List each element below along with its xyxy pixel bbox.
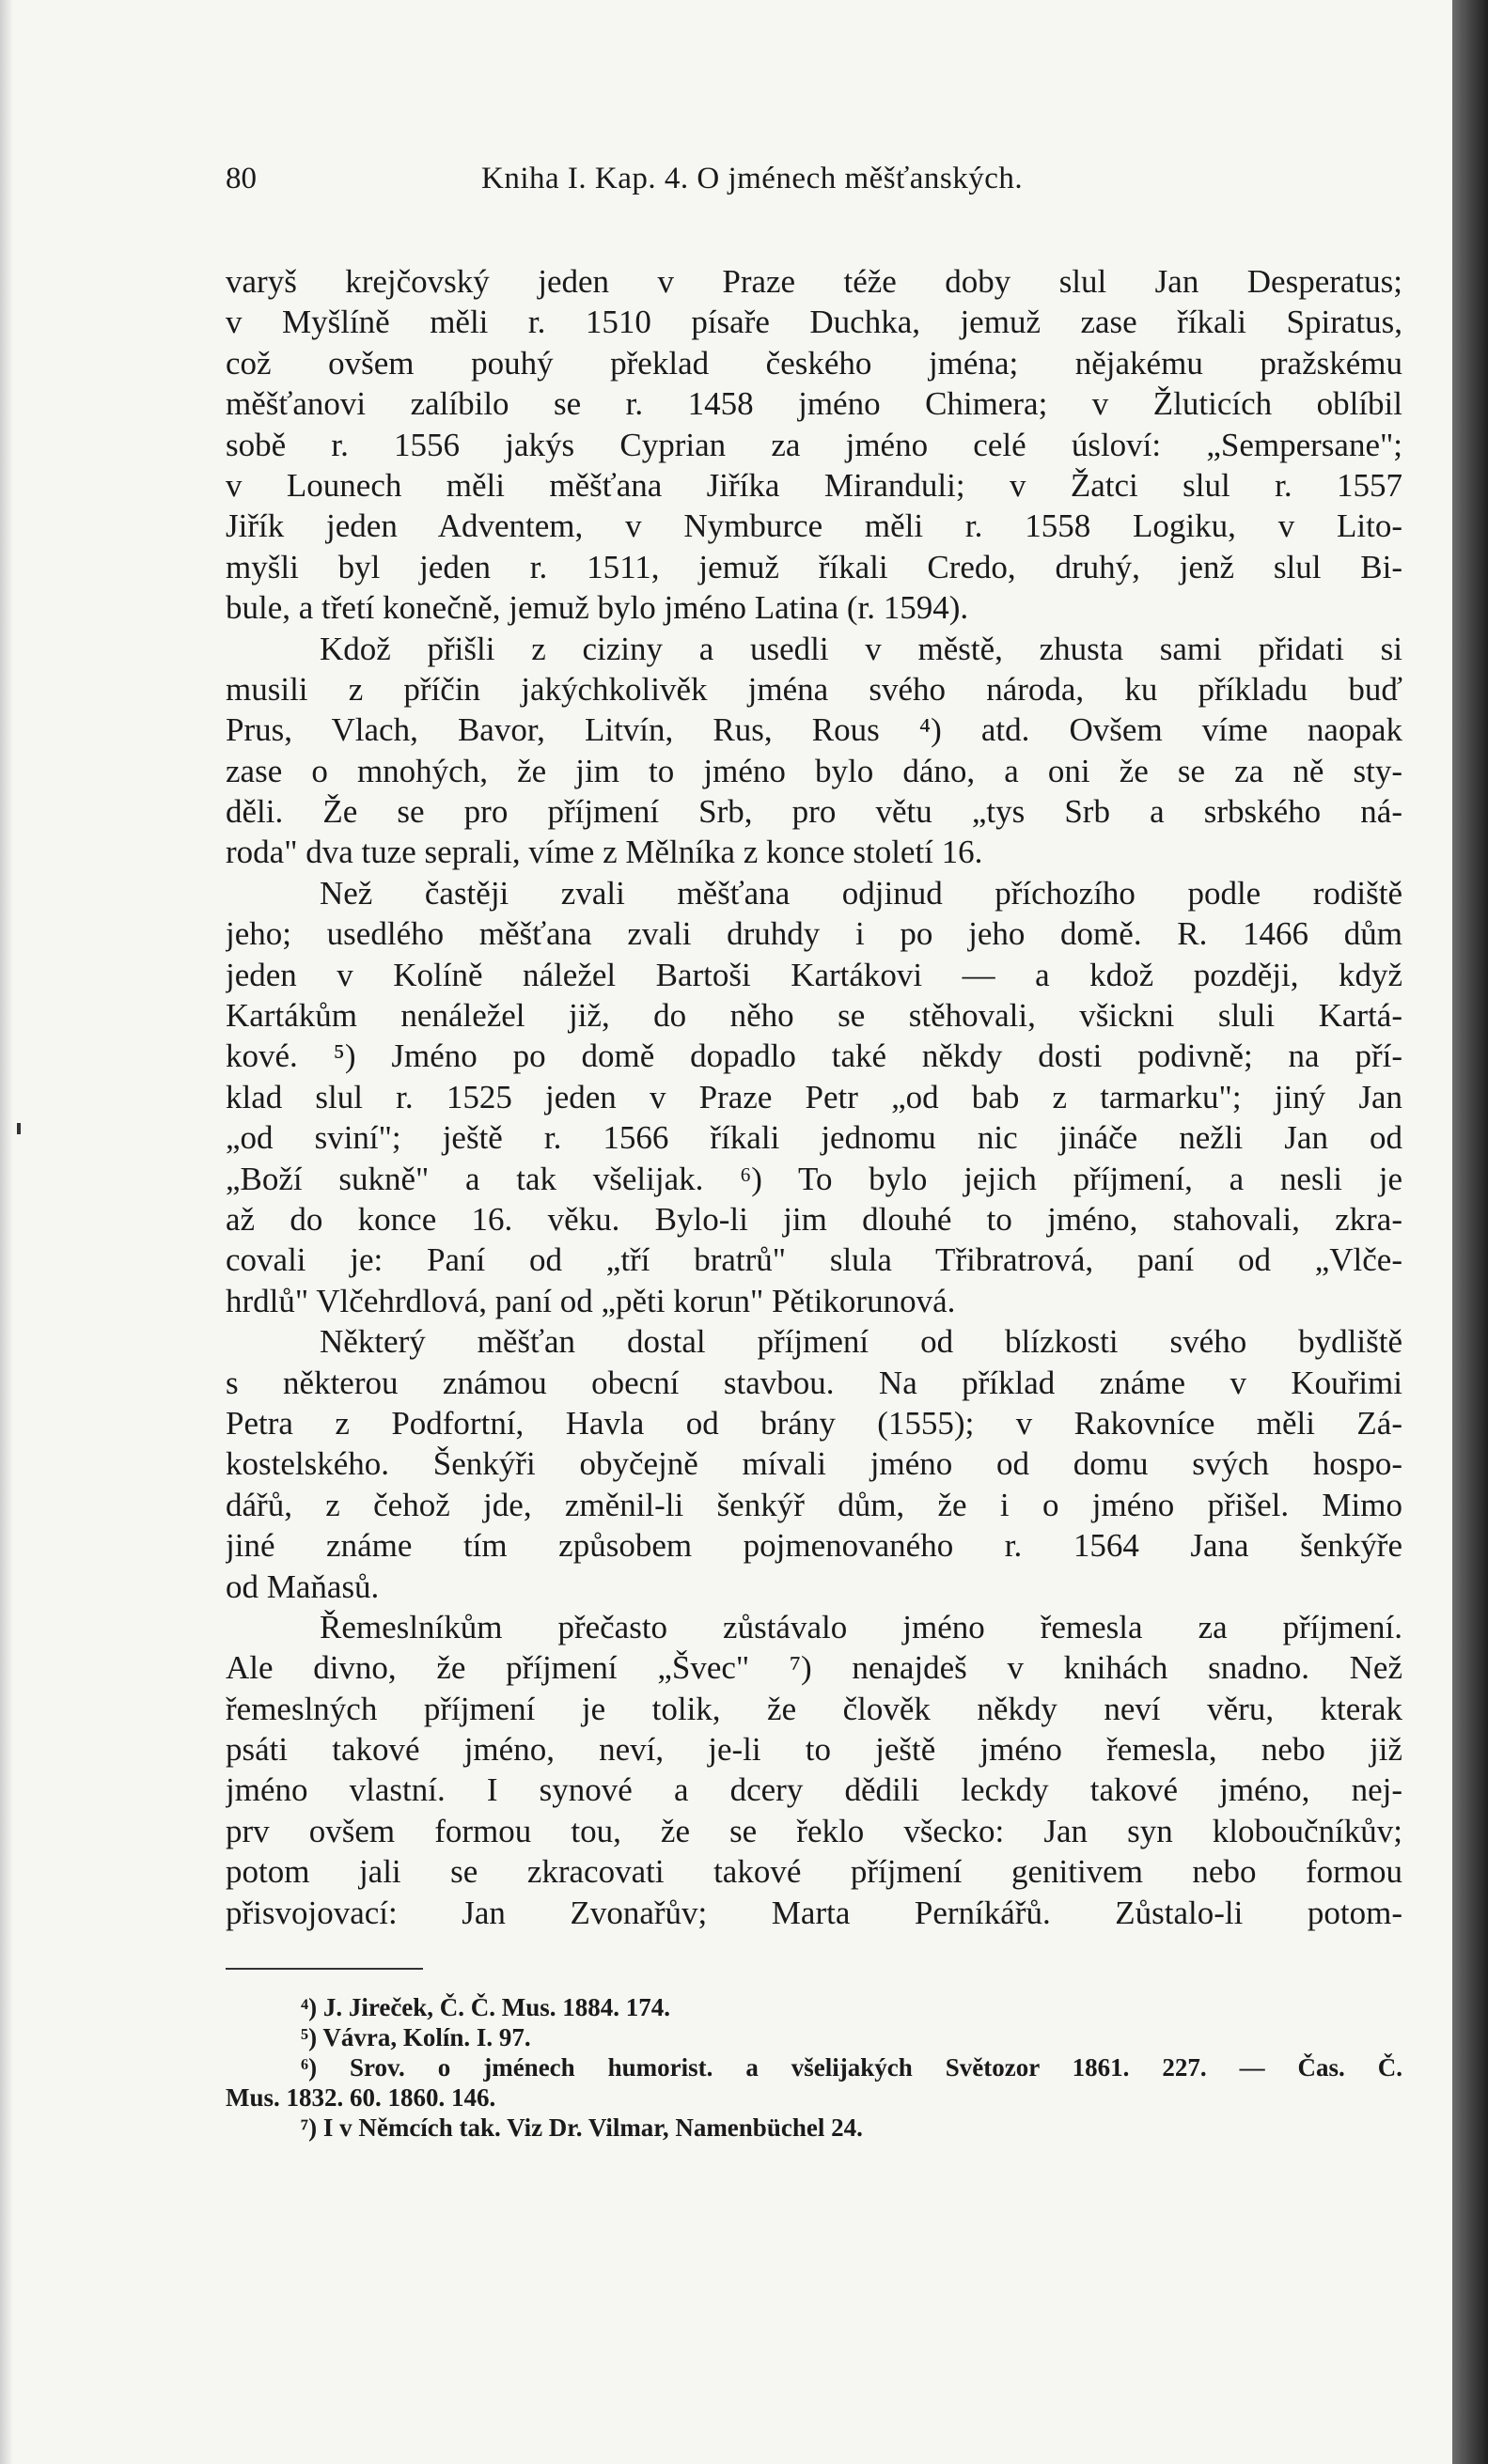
scan-edge-left: [0, 0, 13, 2464]
body-line: Řemeslníkům přečasto zůstávalo jméno řemesla za příjmení.: [320, 1608, 1402, 1645]
body-line: „Boží sukně" a tak všelijak. ⁶) To bylo jejich příjmení, a nesli je: [226, 1160, 1402, 1197]
body-line: roda" dva tuze seprali, víme z Mělníka z konce století 16.: [226, 834, 983, 871]
body-line: myšli byl jeden r. 1511, jemuž říkali Credo, druhý, jenž slul Bi-: [226, 548, 1402, 585]
body-line: Než častěji zvali měšťana odjinud příchozího podle rodiště: [320, 874, 1402, 912]
body-line: od Maňasů.: [226, 1567, 380, 1605]
body-line: psáti takové jméno, neví, je-li to ještě jméno řemesla, nebo již: [226, 1731, 1402, 1769]
body-line: jiné známe tím způsobem pojmenovaného r. 1564 Jana šenkýře: [226, 1527, 1402, 1565]
body-line: covali je: Paní od „tří bratrů" slula Třibratrová, paní od „Vlče-: [226, 1241, 1402, 1279]
body-line: kostelského. Šenkýři obyčejně mívali jméno od domu svých hospo-: [226, 1445, 1402, 1483]
body-line: v Lounech měli měšťana Jiříka Miranduli; v Žatci slul r. 1557: [226, 466, 1402, 504]
body-line: sobě r. 1556 jakýs Cyprian za jméno celé úsloví: „Sempersane";: [226, 426, 1402, 463]
body-line: v Myšlíně měli r. 1510 písaře Duchka, jemuž zase říkali Spiratus,: [226, 304, 1402, 341]
footnote-continuation: Mus. 1832. 60. 1860. 146.: [226, 2083, 496, 2112]
body-line: prv ovšem formou tou, že se řeklo všecko: Jan syn kloboučníkův;: [226, 1812, 1402, 1849]
body-line: hrdlů" Vlčehrdlová, paní od „pěti korun" Pětikorunová.: [226, 1282, 956, 1319]
body-line: jeho; usedlého měšťana zvali druhdy i po jeho domě. R. 1466 dům: [226, 915, 1402, 953]
body-line: až do konce 16. věku. Bylo-li jim dlouhé to jméno, stahovali, zkra-: [226, 1200, 1402, 1238]
body-line: zase o mnohých, že jim to jméno bylo dáno, a oni že se za ně sty-: [226, 752, 1402, 789]
body-line: přisvojovací: Jan Zvonařův; Marta Perníkářů. Zůstalo-li potom-: [226, 1894, 1402, 1931]
page-number: 80: [226, 162, 257, 195]
running-head: Kniha I. Kap. 4. O jménech měšťanských.: [481, 162, 1024, 195]
body-line: musili z příčin jakýchkolivěk jména svého národa, ku příkladu buď: [226, 670, 1402, 708]
footnote-divider: [226, 1968, 423, 1970]
body-line: jméno vlastní. I synové a dcery dědili leckdy takové jméno, nej-: [226, 1771, 1402, 1809]
body-line: Petra z Podfortní, Havla od brány (1555); v Rakovníce měli Zá-: [226, 1404, 1402, 1442]
body-line: kové. ⁵) Jméno po domě dopadlo také někdy dosti podivně; na pří-: [226, 1037, 1402, 1075]
body-line: což ovšem pouhý překlad českého jména; nějakému pražskému: [226, 344, 1402, 382]
body-line: s některou známou obecní stavbou. Na příklad známe v Kouřimi: [226, 1364, 1402, 1401]
footnote: ⁶) Srov. o jménech humorist. a všelijakých Světozor 1861. 227. — Čas. Č.: [301, 2053, 1402, 2082]
body-line: Jiřík jeden Adventem, v Nymburce měli r. 1558 Logiku, v Lito-: [226, 507, 1402, 545]
body-line: děli. Že se pro příjmení Srb, pro větu „tys Srb a srbského ná-: [226, 793, 1402, 831]
footnote: ⁷) I v Němcích tak. Viz Dr. Vilmar, Namenbüchel 24.: [301, 2113, 863, 2142]
body-line: varyš krejčovský jeden v Praze téže doby slul Jan Desperatus;: [226, 263, 1402, 300]
body-line: Prus, Vlach, Bavor, Litvín, Rus, Rous ⁴) atd. Ovšem víme naopak: [226, 711, 1402, 749]
body-line: Ale divno, že příjmení „Švec" ⁷) nenajdeš v knihách snadno. Než: [226, 1649, 1402, 1687]
body-line: bule, a třetí konečně, jemuž bylo jméno Latina (r. 1594).: [226, 589, 969, 627]
body-line: řemeslných příjmení je tolik, že člověk někdy neví věru, kterak: [226, 1690, 1402, 1727]
body-line: dářů, z čehož jde, změnil-li šenkýř dům, že i o jméno přišel. Mimo: [226, 1486, 1402, 1523]
scan-edge-right: [1452, 0, 1488, 2464]
body-line: potom jali se zkracovati takové příjmení genitivem nebo formou: [226, 1853, 1402, 1891]
body-line: Kdož přišli z ciziny a usedli v městě, zhusta sami přidati si: [320, 630, 1402, 667]
body-line: klad slul r. 1525 jeden v Praze Petr „od bab z tarmarku"; jiný Jan: [226, 1078, 1402, 1115]
body-text: [226, 261, 1402, 1933]
footnote: ⁴) J. Jireček, Č. Č. Mus. 1884. 174.: [301, 1993, 671, 2021]
body-line: „od sviní"; ještě r. 1566 říkali jednomu nic jináče nežli Jan od: [226, 1119, 1402, 1157]
body-line: Některý měšťan dostal příjmení od blízkosti svého bydliště: [320, 1323, 1402, 1361]
body-line: jeden v Kolíně náležel Bartoši Kartákovi — a kdož později, když: [226, 956, 1402, 993]
body-line: měšťanovi zalíbilo se r. 1458 jméno Chimera; v Žluticích oblíbil: [226, 385, 1402, 423]
body-line: Kartákům nenáležel již, do něho se stěhovali, všickni sluli Kartá-: [226, 997, 1402, 1035]
page-header: [226, 162, 1260, 209]
margin-mark: [17, 1123, 21, 1134]
footnote: ⁵) Vávra, Kolín. I. 97.: [301, 2023, 531, 2051]
footnotes: [226, 1992, 1402, 2143]
